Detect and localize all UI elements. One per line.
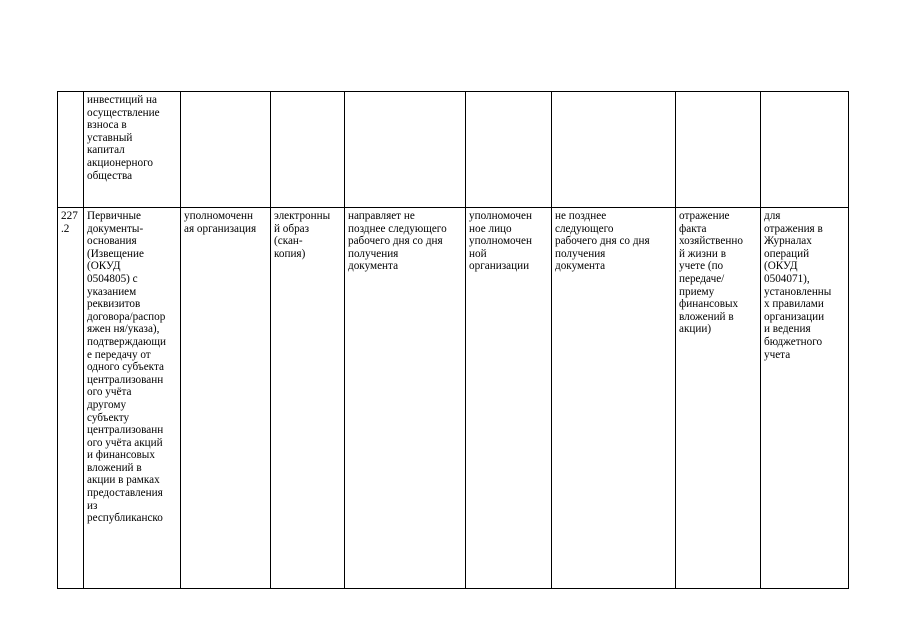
transfer-deadline: направляет не позднее следующего рабочего дня со дня получения документа — [348, 210, 447, 273]
responsible: уполномоченн ая организация — [184, 210, 257, 235]
processing-deadline: не позднее следующего рабочего дня со дня получения документа — [555, 210, 650, 273]
document-name: Первичные документы- основания (Извещение (ОКУД 0504805) с указанием реквизитов договора/распор яжен ня/указа), подтверждающи е передачу от одного субъекта централизованн ого учёта другому субъекту централизованн ого учёта акций и финансовых вложений в акции в рамках предоставления из республиканско — [87, 210, 166, 525]
recipient-cell — [466, 208, 552, 589]
recipient: уполномочен ное лицо уполномочен ной организации — [469, 210, 532, 273]
purpose: отражение факта хозяйственно й жизни в учете (по передаче/ приему финансовых вложений в акции) — [679, 210, 743, 336]
format-cell — [271, 92, 345, 208]
row-number: 227 .2 — [61, 210, 78, 235]
transfer-deadline-cell — [345, 92, 466, 208]
table-row — [58, 92, 849, 208]
document-table — [57, 91, 849, 589]
processing-deadline-cell — [552, 208, 676, 589]
format: электронны й образ (скан- копия) — [274, 210, 331, 260]
registration: для отражения в Журналах операций (ОКУД 0504071), установленны х правилами организации и ведения бюджетного учета — [764, 210, 832, 361]
row-number-cell — [58, 208, 84, 589]
document-name-cell — [84, 208, 181, 589]
processing-deadline-cell — [552, 92, 676, 208]
purpose-cell — [676, 92, 761, 208]
document-name-cell — [84, 92, 181, 208]
registration-cell — [761, 92, 849, 208]
purpose-cell — [676, 208, 761, 589]
responsible-cell — [181, 92, 271, 208]
format-cell — [271, 208, 345, 589]
row-number-cell — [58, 92, 84, 208]
registration-cell — [761, 208, 849, 589]
table-row — [58, 208, 849, 589]
transfer-deadline-cell — [345, 208, 466, 589]
responsible-cell — [181, 208, 271, 589]
document-name: инвестиций на осуществление взноса в уставный капитал акционерного общества — [87, 94, 160, 182]
recipient-cell — [466, 92, 552, 208]
